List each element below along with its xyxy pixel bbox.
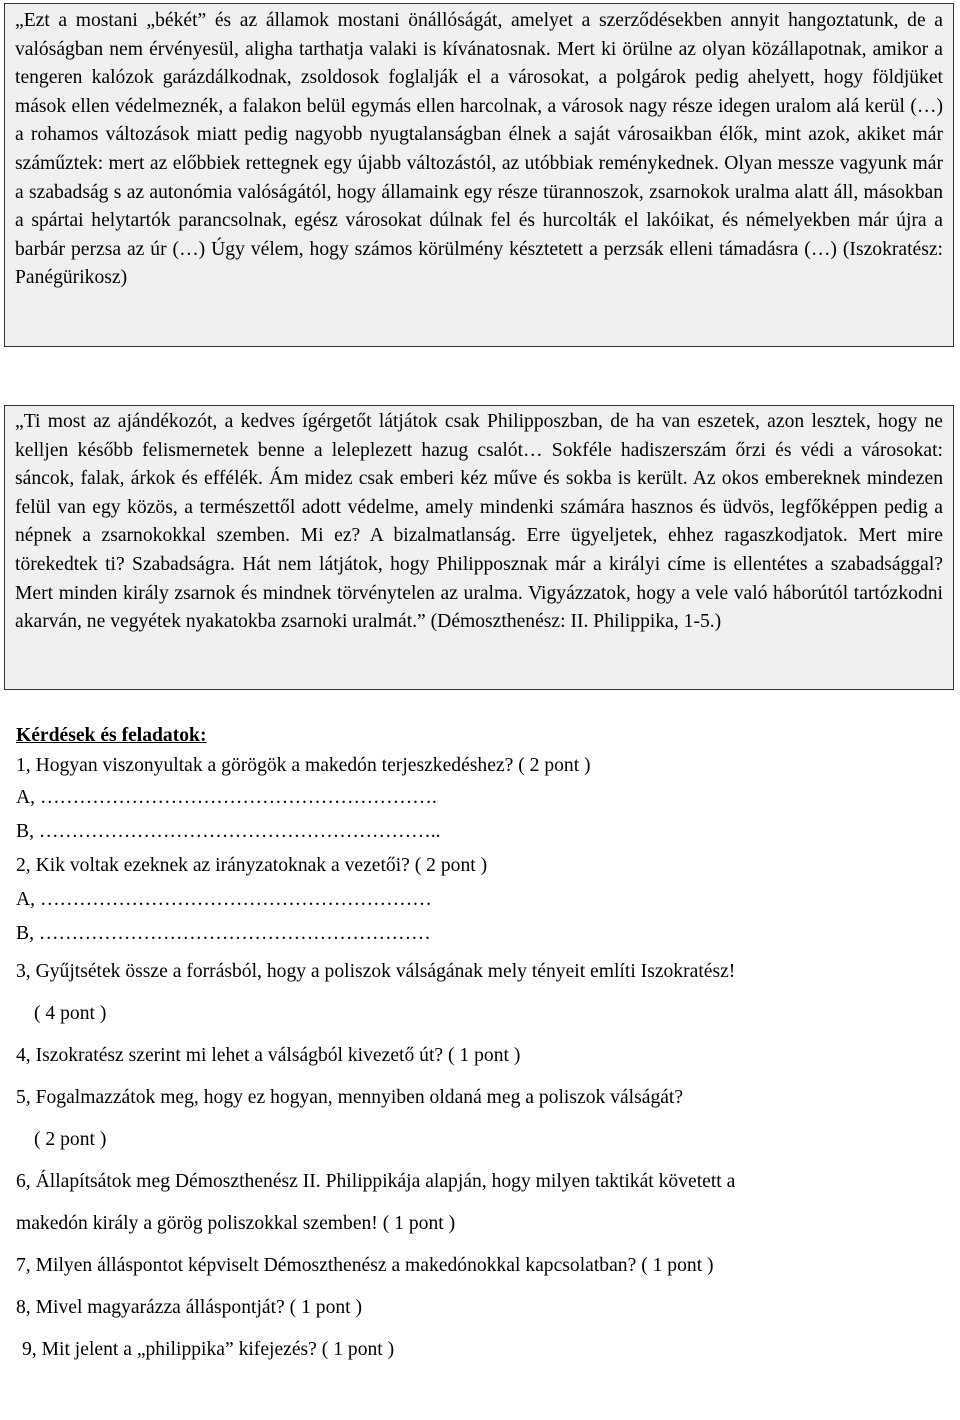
questions-heading: Kérdések és feladatok: (16, 725, 207, 746)
demosthenes-quote-text: „Ti most az ajándékozót, a kedves ígérgetőt látjátok csak Philipposzban, de ha van eszetek, azon lesztek, hogy ne kelljen később felismernetek benne a leleplezett hazug csalót… Sokféle hadiszerszám őrzi és védi a városokat: sáncok, falak, árkok és effélék. Ám midez csak emberi kéz műve és sokba is került. Az okos embereknek mindezen felül van egy közös, a természettől adott védelme, amely mindenki számára hasznos és üdvös, legfőképpen pedig a népnek a zsarnokokkal szemben. Mi ez? A bizalmatlanság. Erre ügyeljetek, ehhez ragaszkodjatok. Mert mire törekedtek ti? Szabadságra. Hát nem látjátok, hogy Philipposznak már a királyi címe is ellentétes a szabadsággal? Mert minden király zsarnok és mindnek törvénytelen az uralma. Vigyázzatok, hogy a vele való háborútól tartózkodni akarván, ne vegyétek nyakatokba zsarnoki uralmát.” (Démoszthenész: II. Philippika, 1-5.) (15, 411, 943, 633)
question-7: 7, Milyen álláspontot képviselt Démoszthenész a makedónokkal kapcsolatban? ( 1 pont ) (16, 1255, 714, 1276)
isocrates-quote-box (4, 3, 954, 347)
answer-line-2b: B, …………………………………………………… (16, 923, 431, 944)
demosthenes-quote-box (4, 405, 954, 690)
isocrates-quote-text: „Ezt a mostani „békét” és az államok mostani önállóságát, amelyet a szerződésekben annyit hangoztatunk, de a valóságban nem érvényesül, aligha tarthatja valaki is kívánatosnak. Mert ki örülne az olyan közállapotnak, amikor a tengeren kalózok garázdálkodnak, zsoldosok foglalják el a városokat, a polgárok pedig ahelyett, hogy földjüket mások ellen védelmeznék, a falakon belül egymás ellen harcolnak, a városok nagy része idegen uralom alá kerül (…) a rohamos változások miatt pedig nagyobb nyugtalanságban élnek a saját városaikban élők, mint azok, akiket már száműztek: mert az előbbiek rettegnek egy újabb változástól, az utóbbiak reménykednek. Olyan messze vagyunk már a szabadság s az autonómia valóságától, hogy államaink egy része türannoszok, zsarnokok uralma alatt áll, másokban a spártai helytartók parancsolnak, egész városokat dúlnak fel és hurcolták el lakóikat, és némelyekben már újra a barbár perzsa az úr (…) Úgy vélem, hogy számos körülmény késztetett a perzsák elleni támadásra (…) (Iszokratész: Panégürikosz) (15, 10, 943, 289)
question-4: 4, Iszokratész szerint mi lehet a válságból kivezető út? ( 1 pont ) (16, 1045, 521, 1066)
answer-line-2a: A, …………………………………………………… (16, 889, 432, 910)
questions-section (16, 721, 946, 1371)
question-1: 1, Hogyan viszonyultak a görögök a makedón terjeszkedéshez? ( 2 pont ) (16, 755, 591, 776)
question-5-points: ( 2 pont ) (34, 1129, 107, 1150)
question-9: 9, Mit jelent a „philippika” kifejezés? ( 1 pont ) (22, 1339, 395, 1360)
question-3-points: ( 4 pont ) (34, 1003, 107, 1024)
question-6-continued: makedón király a görög poliszokkal szemben! ( 1 pont ) (16, 1213, 456, 1234)
question-3: 3, Gyűjtsétek össze a forrásból, hogy a poliszok válságának mely tényeit említi Iszokratész! (16, 961, 736, 982)
question-2: 2, Kik voltak ezeknek az irányzatoknak a vezetői? ( 2 pont ) (16, 855, 488, 876)
answer-line-1a: A, ……………………………………………………. (16, 787, 437, 808)
question-6: 6, Állapítsátok meg Démoszthenész II. Philippikája alapján, hogy milyen taktikát követett a (16, 1171, 736, 1192)
answer-line-1b: B, …………………………………………………….. (16, 821, 441, 842)
question-5: 5, Fogalmazzátok meg, hogy ez hogyan, mennyiben oldaná meg a poliszok válságát? (16, 1087, 684, 1108)
question-8: 8, Mivel magyarázza álláspontját? ( 1 pont ) (16, 1297, 363, 1318)
